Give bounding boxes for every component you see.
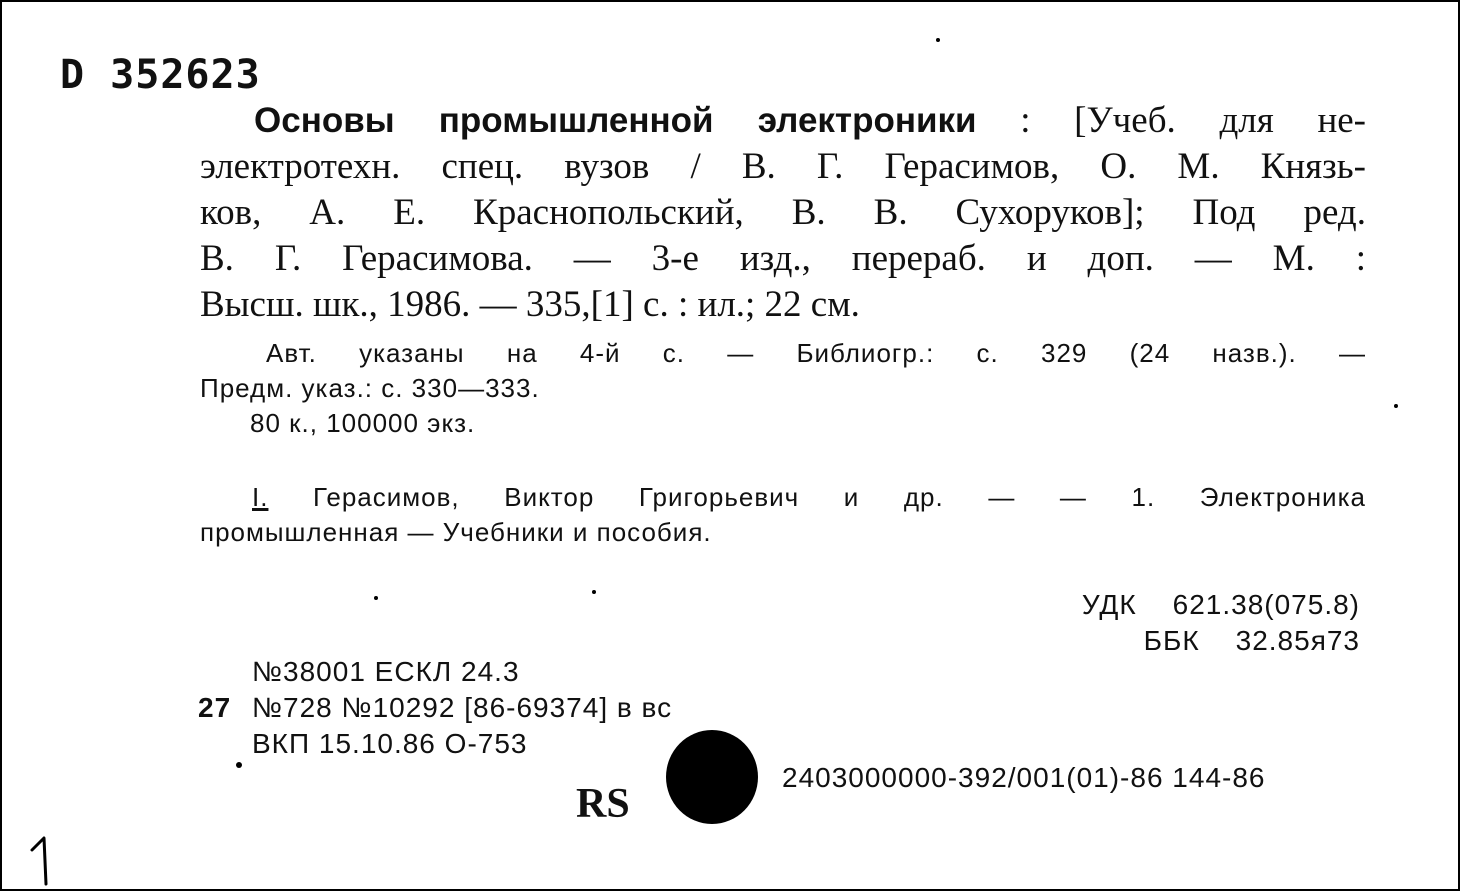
title-line-1-rest: : [Учеб. для не- xyxy=(976,100,1366,141)
copies-line: 80 к., 100000 экз. xyxy=(250,408,476,438)
title-line-5: Высш. шк., 1986. — 335,[1] с. : ил.; 22 см. xyxy=(200,284,860,325)
speck-mark xyxy=(936,38,940,42)
title-line-1 xyxy=(200,98,1366,144)
title-line-2: электротехн. спец. вузов / В. Г. Герасимов, О. М. Князь- xyxy=(200,146,1366,187)
rs-mark: RS xyxy=(576,781,630,827)
bibliographic-description xyxy=(200,98,1366,328)
udk-row xyxy=(1082,587,1360,623)
print-line-2-number: 27 xyxy=(198,692,232,723)
bbk-value: 32.85я73 xyxy=(1235,625,1360,656)
speck-mark xyxy=(592,590,596,594)
print-line-2-text: №728 №10292 [86-69374] в вс xyxy=(252,692,673,723)
speck-mark xyxy=(374,596,378,600)
notes-block xyxy=(200,336,1366,441)
isbn-code: 2403000000-392/001(01)-86 144-86 xyxy=(782,762,1266,793)
black-dot-mark xyxy=(666,730,758,824)
call-number: D 352623 xyxy=(60,52,261,98)
title-line-4: В. Г. Герасимова. — 3-е изд., перераб. и доп. — М. : xyxy=(200,238,1366,279)
tracing-line-1-rest: Герасимов, Виктор Григорьевич и др. — — 1. Электроника xyxy=(268,482,1366,512)
handwritten-mark xyxy=(28,814,58,886)
tracing-line-1 xyxy=(200,480,1366,515)
title-line-3: ков, А. Е. Краснопольский, В. В. Сухоруков]; Под ред. xyxy=(200,192,1366,233)
classification-block xyxy=(1082,587,1360,659)
print-line-2 xyxy=(198,690,672,726)
print-line-1: №38001 ЕСКЛ 24.3 xyxy=(252,656,520,687)
tracing-roman-numeral: I. xyxy=(252,482,269,512)
udk-label: УДК xyxy=(1081,589,1137,620)
tracing-line-2: промышленная — Учебники и пособия. xyxy=(200,517,712,547)
notes-line-1: Авт. указаны на 4-й с. — Библиогр.: с. 329 (24 назв.). — xyxy=(266,338,1366,368)
print-info-block xyxy=(198,654,672,762)
notes-line-2: Предм. указ.: с. 330—333. xyxy=(200,373,540,403)
speck-mark xyxy=(236,762,242,768)
print-line-3: ВКП 15.10.86 О-753 xyxy=(252,728,528,759)
bbk-row xyxy=(1082,623,1360,659)
book-title: Основы промышленной электроники xyxy=(254,101,977,140)
bbk-label: ББК xyxy=(1143,625,1200,656)
udk-value: 621.38(075.8) xyxy=(1172,589,1360,620)
tracing-block xyxy=(200,480,1366,550)
speck-mark xyxy=(1394,404,1398,408)
